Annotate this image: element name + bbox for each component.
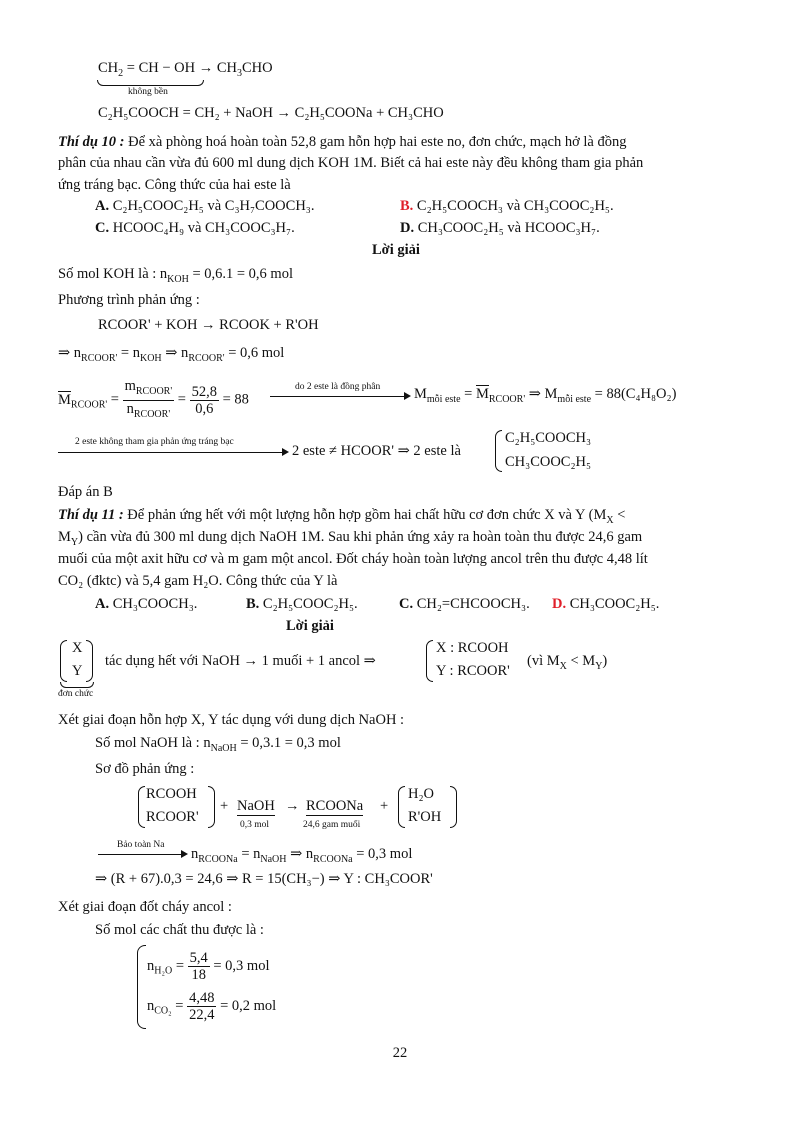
mol-co2: $n_{CO_2}$ = $\frac{4,48}{22,4}$ = 0,2 mol <box>147 990 277 1023</box>
reactant-acid: RCOOH <box>146 786 197 802</box>
ex11-stage2-heading: Xét giai đoạn đốt cháy ancol : <box>58 899 232 915</box>
xy-right-brace <box>86 640 93 682</box>
product-water: H₂O <box>408 786 434 802</box>
compound-y: Y <box>72 663 83 679</box>
product-left-brace <box>398 786 405 828</box>
xy-result-brace <box>426 640 433 682</box>
ex10-option-b: B. C₂H₅COOCH₃ và CH₃COOC₂H₅. <box>400 198 614 214</box>
compound-x: X <box>72 640 83 656</box>
ex10-reaction-equation: RCOOR' + KOH → RCOOK + R'OH <box>98 317 319 333</box>
xy-left-brace <box>60 640 67 682</box>
mass-fraction: $\frac{m_{RCOOR'}}{n_{RCOOR'}}$ <box>124 378 173 420</box>
ex11-find-r: ⇒ (R + 67).0,3 = 24,6 ⇒ R = 15(CH₃−) ⇒ Y : CH₃COOR' <box>95 871 433 887</box>
arrow-no-silver-head <box>282 448 289 456</box>
salt-amount: 24,6 gam muối <box>303 820 361 830</box>
ex10-molar-mass: $M_{RCOOR'}$ = $\frac{m_{RCOOR'}}{n_{RCOOR'}}$ = $\frac{52,8}{0,6}$ = 88 <box>58 378 249 423</box>
naoh-amount: 0,3 mol <box>240 820 270 830</box>
unstable-note: không bền <box>128 87 168 97</box>
na-conservation: $n_{RCOONa} = n_{NaOH}$ ⇒ $n_{RCOONa} = 0,3$ mol <box>191 846 413 865</box>
product-right-brace <box>450 786 457 828</box>
y-is-ester: Y : RCOOR' <box>436 663 510 679</box>
arrow-na-head <box>181 850 188 858</box>
reagent-naoh: NaOH <box>237 798 275 814</box>
arrow-no-silver <box>58 452 283 453</box>
arrow-na <box>98 854 182 855</box>
ex10-question-line2: phân của nhau cần vừa đủ 600 ml dung dịch KOH 1M. Biết cả hai este này đều không tham gia phản <box>58 155 644 171</box>
ex10-mol-koh: Số mol KOH là : $n_{KOH} = 0,6.1 = 0,6$ mol <box>58 266 293 285</box>
ex11-question-line1: Thí dụ 11 : Để phản ứng hết với một lượng hỗn hợp gồm hai chất hữu cơ đơn chức X và Y ($M_X$ < <box>58 507 626 526</box>
ex11-option-b: B. C₂H₅COOC₂H₅. <box>246 596 358 612</box>
ex10-option-a: A. C₂H₅COOC₂H₅ và C₃H₇COOCH₃. <box>95 198 315 214</box>
ex10-mol-equality: ⇒ $n_{RCOOR'} = n_{KOH}$ ⇒ $n_{RCOOR'} = 0,6$ mol <box>58 345 285 364</box>
reactant-left-brace <box>138 786 145 828</box>
system-brace <box>137 945 146 1029</box>
ex11-option-a: A. CH₃COOCH₃. <box>95 596 198 612</box>
reactant-right-brace <box>208 786 215 828</box>
xy-underbrace <box>60 682 94 688</box>
underbrace <box>97 80 204 86</box>
ex10-question-line1: Thí dụ 10 : Để xà phòng hoá hoàn toàn 52,8 gam hỗn hợp hai este no, đơn chức, mạch hở là đồng <box>58 134 627 150</box>
arrow-isomer <box>270 396 405 397</box>
page-number: 22 <box>392 1045 408 1061</box>
ex11-option-c: C. CH₂=CHCOOCH₃. <box>399 596 530 612</box>
ex10-option-c: C. HCOOC₄H₉ và CH₃COOC₃H₇. <box>95 220 295 236</box>
scheme-arrow: → <box>285 798 300 814</box>
reactant-ester: RCOOR' <box>146 809 199 825</box>
ex11-question-line3: muối của một axit hữu cơ và m gam một ancol. Đốt cháy hoàn toàn lượng ancol trên thu được 4,48 lít <box>58 551 648 567</box>
ex11-question-line4: CO₂ (đktc) và 5,4 gam H₂O. Công thức của Y là <box>58 573 338 589</box>
mass-condition: (vì $M_X < M_Y$) <box>527 653 608 672</box>
value-fraction: $\frac{52,8}{0,6}$ <box>191 383 217 417</box>
arrow-label-isomer: do 2 este là đồng phân <box>295 382 381 392</box>
arrow-label-no-silver: 2 este không tham gia phản ứng tráng bạc <box>75 437 234 447</box>
ex10-option-d: D. CH₃COOC₂H₅ và HCOOC₃H₇. <box>400 220 600 236</box>
ex11-question-line2: $M_Y$) cần vừa đủ 300 ml dung dịch NaOH 1M. Sau khi phản ứng xảy ra hoàn toàn thu được 24,6 gam <box>58 529 643 548</box>
ex11-scheme-heading: Sơ đồ phản ứng : <box>95 761 195 777</box>
ex10-molar-mass-result: $M_{mỗi este} = M_{RCOOR'}$ ⇒ $M_{mỗi este} = 88(C_4H_8O_2)$ <box>414 386 677 405</box>
ex10-conclusion: 2 este ≠ HCOOR' ⇒ 2 este là <box>292 443 461 459</box>
product-alcohol: R'OH <box>408 809 442 825</box>
ex10-reaction-heading: Phương trình phản ứng : <box>58 292 200 308</box>
vinyl-alcohol-formula: $CH_2$ = CH − OH <box>98 60 196 79</box>
monofunctional-note: đơn chức <box>58 689 94 699</box>
left-brace <box>495 430 502 472</box>
ex11-stage1-heading: Xét giai đoạn hỗn hợp X, Y tác dụng với dung dịch NaOH : <box>58 712 405 728</box>
reaction-vinyl-alcohol: $CH_2$ = CH − OH → $CH_3CHO$ <box>98 60 273 79</box>
reaction-ester-hydrolysis: C₂H₅COOCH = CH₂ + NaOH → C₂H₅COONa + CH₃CHO <box>98 105 444 121</box>
ex10-question-line3: ứng tráng bạc. Công thức của hai este là <box>58 177 291 193</box>
ester-1: C₂H₅COOCH₃ <box>505 430 592 446</box>
ester-2: CH₃COOC₂H₅ <box>505 454 592 470</box>
ex10-solution-heading: Lời giải <box>372 242 420 258</box>
product-salt: RCOONa <box>306 798 364 814</box>
arrow-isomer-head <box>404 392 411 400</box>
ex11-mol-heading: Số mol các chất thu được là : <box>95 922 264 938</box>
ex11-option-d: D. CH₃COOC₂H₅. <box>552 596 660 612</box>
ex11-solution-heading: Lời giải <box>286 618 334 634</box>
mol-water: $n_{H_2O}$ = $\frac{5,4}{18}$ = 0,3 mol <box>147 950 270 983</box>
x-is-acid: X : RCOOH <box>436 640 509 656</box>
plus-sign-2: + <box>380 798 389 814</box>
ex10-answer: Đáp án B <box>58 484 113 500</box>
arrow-label-na: Bảo toàn Na <box>117 840 165 850</box>
ex11-mol-naoh: Số mol NaOH là : $n_{NaOH} = 0,3.1 = 0,3$ mol <box>95 735 341 754</box>
ex11-reasoning: tác dụng hết với NaOH → 1 muối + 1 ancol ⇒ <box>105 653 376 669</box>
plus-sign: + <box>220 798 229 814</box>
reaction-arrow: → <box>198 60 214 76</box>
